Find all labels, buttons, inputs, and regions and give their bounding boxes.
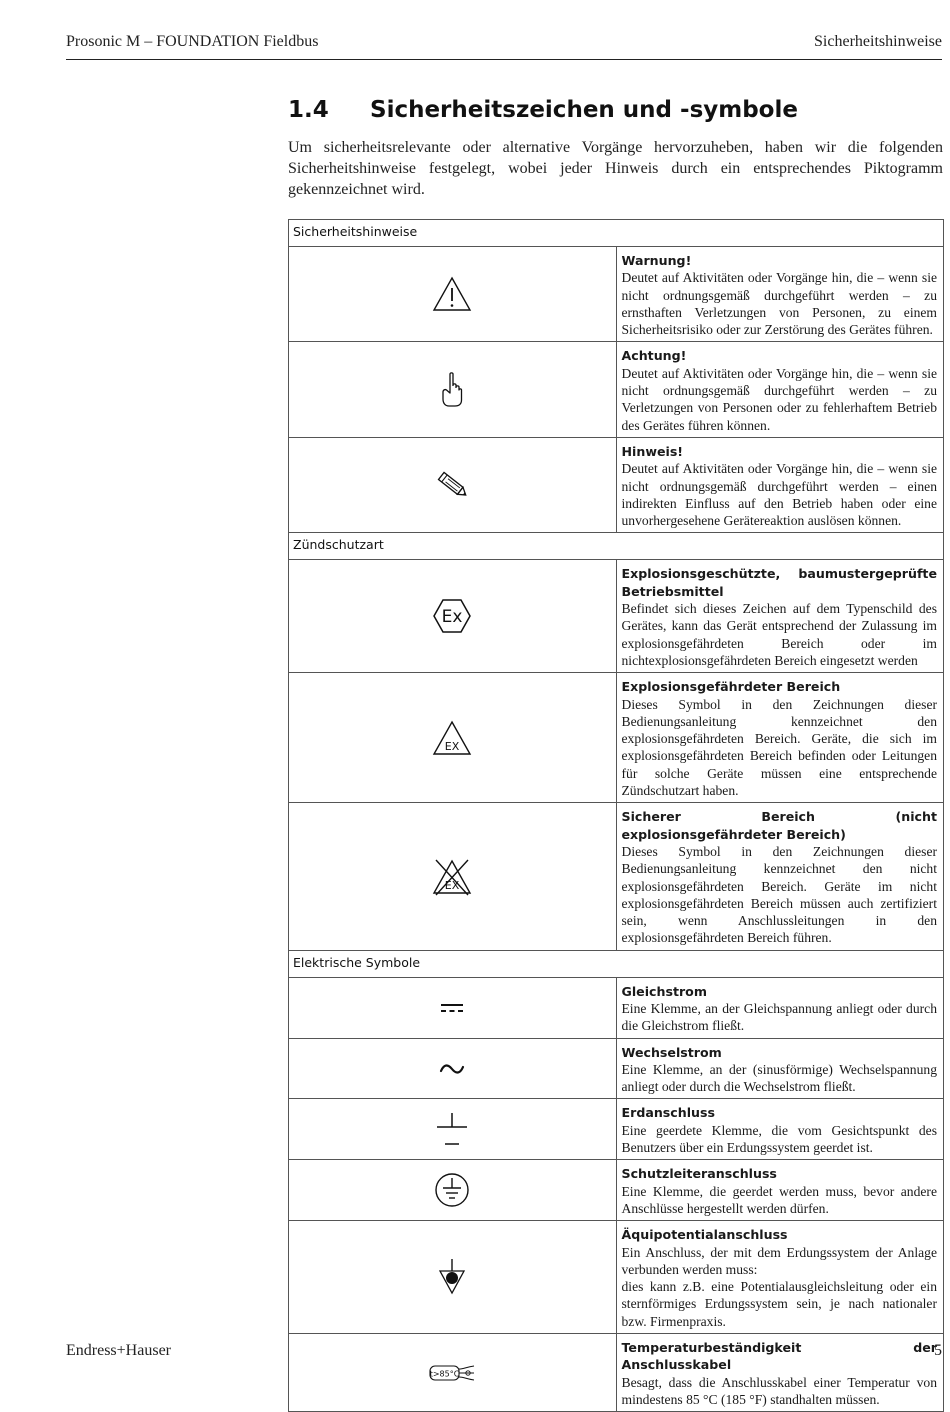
row-title: Gleichstrom — [621, 983, 707, 999]
category-row — [289, 220, 944, 247]
table-row — [289, 1221, 944, 1334]
row-title: Erdanschluss — [621, 1105, 715, 1121]
row-text: Deutet auf Aktivitäten oder Vorgänge hin, die – wenn sie nicht ordnungsgemäß durchgeführt werden – einen indirekten Einfluss auf den Betrieb haben oder eine unvorhergesehene Gerätereaktion auslösen können. — [621, 461, 937, 529]
icon-cell — [289, 803, 617, 950]
ex-triangle-icon — [432, 720, 472, 756]
table-row — [289, 1099, 944, 1160]
row-title: Explosionsgefährdeter Bereich — [621, 679, 841, 695]
row-title: Explosionsgeschützte, baumustergeprüfte Betriebsmittel — [621, 566, 937, 599]
row-title: Schutzleiteranschluss — [621, 1166, 777, 1182]
section-number: 1.4 — [288, 97, 329, 123]
description-cell — [616, 803, 944, 950]
category-safety: Sicherheitshinweise — [289, 220, 944, 247]
row-text: Besagt, dass die Anschlusskabel einer Temperatur von mindestens 85 °C (185 °F) standhalten müssen. — [621, 1374, 937, 1407]
row-title: Wechselstrom — [621, 1044, 722, 1060]
protective-earth-icon — [434, 1172, 470, 1208]
row-title: Achtung! — [621, 348, 687, 364]
row-title: Temperaturbeständigkeit der Anschlusskabel — [621, 1340, 937, 1373]
table-row — [289, 437, 944, 532]
pencil-note-icon — [434, 468, 470, 502]
description-cell — [616, 1038, 944, 1099]
row-text: Eine Klemme, an der (sinusförmige) Wechselspannung anliegt oder durch die Wechselstrom fließt. — [621, 1061, 937, 1095]
header-chapter-title: Sicherheitshinweise — [814, 33, 942, 50]
row-text: Eine geerdete Klemme, die vom Gesichtspunkt des Benutzers über ein Erdungssystem geerdet ist. — [621, 1122, 937, 1156]
header-document-title: Prosonic M – FOUNDATION Fieldbus — [66, 33, 319, 50]
icon-cell — [289, 977, 617, 1038]
symbols-table — [288, 219, 944, 1412]
icon-cell — [289, 1160, 617, 1221]
row-title: Sicherer Bereich (nicht explosionsgefährdeter Bereich) — [621, 809, 937, 842]
row-text: Dieses Symbol in den Zeichnungen dieser Bedienungsanleitung kennzeichnet den explosionsgefährdeten Bereich. Geräte, die sich im explosionsgefährdeten Bereich befinden oder Leitungen für solche Geräte müssen eine entsprechende Zündschutzart haben. — [621, 696, 937, 799]
alternating-current-icon — [439, 1062, 465, 1076]
category-ignition-protection: Zündschutzart — [289, 533, 944, 560]
description-cell — [616, 1099, 944, 1160]
description-cell — [616, 560, 944, 673]
table-row — [289, 977, 944, 1038]
table-row — [289, 1160, 944, 1221]
ground-icon — [435, 1111, 469, 1147]
cable-temperature-icon — [428, 1363, 476, 1383]
ex-triangle-crossed-icon — [432, 858, 472, 896]
page-header — [66, 33, 942, 60]
table-row — [289, 342, 944, 437]
row-text: Eine Klemme, an der Gleichspannung anliegt oder durch die Gleichstrom fließt. — [621, 1000, 937, 1034]
description-cell — [616, 1160, 944, 1221]
row-text-continuation: dies kann z.B. eine Potentialausgleichsleitung oder ein sternförmiges Erdungssystem sein, je nach nationaler bzw. Firmenpraxis. — [621, 1279, 937, 1329]
description-cell — [616, 1221, 944, 1334]
pointing-hand-icon — [440, 371, 464, 409]
section-heading — [288, 97, 798, 123]
row-text: Dieses Symbol in den Zeichnungen dieser Bedienungsanleitung kennzeichnet den nicht explosionsgefährdeten Bereich. Geräte im nicht explosionsgefährdeten Bereich müssen auch zertifiziert sein, wenn Anschlussleitungen in den explosionsgefährdeten Bereich führen. — [621, 843, 937, 946]
description-cell — [616, 342, 944, 437]
icon-cell — [289, 1221, 617, 1334]
icon-cell — [289, 247, 617, 342]
icon-cell — [289, 560, 617, 673]
svg-text:Ex: Ex — [441, 607, 463, 628]
row-text: Deutet auf Aktivitäten oder Vorgänge hin, die – wenn sie nicht ordnungsgemäß durchgeführt werden – zu ernsthaften Verletzungen von Personen, zu einem Sicherheitsrisiko oder zur Zerstörung des Gerätes führen. — [621, 270, 937, 338]
icon-cell — [289, 437, 617, 532]
table-row — [289, 247, 944, 342]
row-title: Hinweis! — [621, 443, 684, 459]
category-row — [289, 533, 944, 560]
description-cell — [616, 977, 944, 1038]
row-text: Ein Anschluss, der mit dem Erdungssystem der Anlage verbunden werden muss: — [621, 1244, 937, 1277]
svg-text:EX: EX — [445, 878, 460, 892]
row-text: Befindet sich dieses Zeichen auf dem Typenschild des Gerätes, kann das Gerät entsprechend der Zulassung im explosionsgefährdeten Bereich oder im nichtexplosionsgefährdeten Bereich eingesetzt werden — [621, 601, 937, 668]
warning-triangle-icon — [432, 276, 472, 312]
table-row — [289, 560, 944, 673]
row-text: Deutet auf Aktivitäten oder Vorgänge hin, die – wenn sie nicht ordnungsgemäß durchgeführt werden – zu Verletzungen von Personen oder zu fehlerhaftem Betrieb des Gerätes führen können. — [621, 365, 937, 433]
page-footer — [66, 1342, 942, 1360]
svg-text:EX: EX — [445, 739, 460, 753]
page-number: 5 — [934, 1342, 942, 1359]
description-cell — [616, 673, 944, 803]
direct-current-icon — [439, 1001, 465, 1015]
icon-cell — [289, 342, 617, 437]
table-row — [289, 803, 944, 950]
row-title: Äquipotentialanschluss — [621, 1227, 788, 1243]
table-row — [289, 673, 944, 803]
icon-cell — [289, 1099, 617, 1160]
description-cell — [616, 437, 944, 532]
row-text: Eine Klemme, die geerdet werden muss, bevor andere Anschlüsse hergestellt werden dürfen. — [621, 1183, 937, 1216]
footer-company: Endress+Hauser — [66, 1342, 171, 1359]
category-row — [289, 950, 944, 977]
category-electrical-symbols: Elektrische Symbole — [289, 950, 944, 977]
section-title: Sicherheitszeichen und -symbole — [370, 97, 798, 123]
description-cell — [616, 247, 944, 342]
table-row — [289, 1038, 944, 1099]
icon-cell — [289, 673, 617, 803]
cable-temperature-label: t>85°C — [429, 1369, 460, 1379]
row-title: Warnung! — [621, 253, 692, 268]
equipotential-icon — [437, 1257, 467, 1297]
icon-cell — [289, 1038, 617, 1099]
ex-hexagon-icon — [432, 598, 472, 634]
intro-paragraph: Um sicherheitsrelevante oder alternative Vorgänge hervorzuheben, haben wir die folgenden Sicherheitshinweise festgelegt, wobei jeder Hinweis durch ein entsprechendes Piktogramm gekennzeichnet wird. — [288, 139, 943, 198]
